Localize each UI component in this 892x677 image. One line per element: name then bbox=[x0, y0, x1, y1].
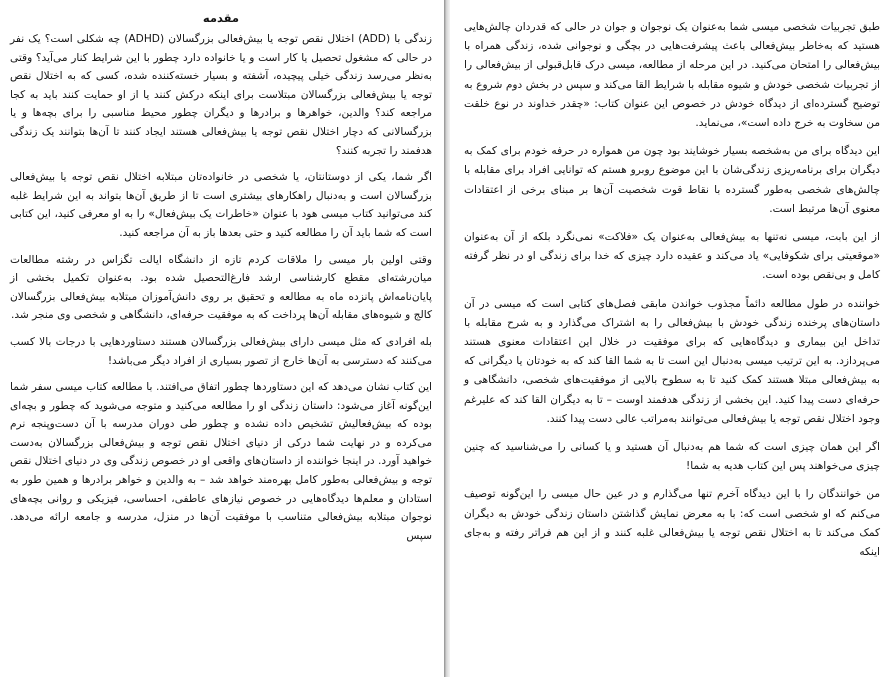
paragraph: وقتی اولین بار میسی را ملاقات کردم تازه از دانشگاه ایالت تگزاس در رشته مطالعات میان‌رشته‌ای مقطع کارشناسی ارشد فارغ‌التحصیل شده بود. به‌عنوان تکمیل بخشی از پایان‌نامه‌اش پانزده ماه به مطالعه و تحقیق بر روی دانش‌آموزان مبتلابه بیش‌فعالی بزرگسالان کالج و شیوه‌های مقابله آن‌ها پرداخت که به موفقیت حرفه‌ای، دانشگاهی و شخصی وی منجر شد. bbox=[10, 253, 432, 322]
paragraph: بله افرادی که مثل میسی دارای بیش‌فعالی بزرگسالان هستند دستاوردهایی با درجات بالا کسب می‌کنند که دسترسی به آن‌ها خارج از تصور بسیاری از افراد دیگر می‌باشد! bbox=[10, 335, 432, 367]
paragraph: این کتاب نشان می‌دهد که این دستاوردها چطور اتفاق می‌افتند. با مطالعه کتاب میسی سفر شما این‌گونه آغاز می‌شود: داستان زندگی او را مطالعه می‌کنید و متوجه می‌شوید که چطور و بچه‌ای بوده که بیش‌فعالیش تشخیص داده نشده و چطور طی دوران مدرسه با آن دست‌وپنجه نرم می‌کرده و در نهایت شما درکی از دنیای اختلال نقص توجه و بیش‌فعالی بزرگسالان به‌دست خواهید آورد. در اینجا خواننده از داستان‌های واقعی او در خصوص زندگی وی در دنیای اختلال نقص توجه و بیش‌فعالی به‌طور کامل بهره‌مند خواهد شد – به والدین و خواهر برادرها و همین طور به استادان و معلم‌ها دیدگاه‌هایی در خصوص نیازهای عاطفی، احساسی، فیزیکی و روانی بچه‌های نوجوان مبتلابه بیش‌فعالی متناسب با موفقیت آن‌ها در منزل، مدرسه و جامعه ارائه می‌دهد. سپس bbox=[10, 381, 432, 542]
paragraph: من خوانندگان را با این دیدگاه آخرم تنها می‌گذارم و در عین حال میسی را این‌گونه توصیف می‌کنم که او شخصی است که: با به معرض نمایش گذاشتن داستان زندگی خودش به دیگران کمک می‌کند تا به اختلال نقص توجه یا بیش‌فعالی غلبه کنند و از این هم فراتر رفته و به‌جای اینکه bbox=[464, 488, 880, 559]
paragraph: از این بابت، میسی نه‌تنها به بیش‌فعالی به‌عنوان یک «فلاکت» نمی‌نگرد بلکه از آن به‌عنوان «موقعیتی برای شکوفایی» یاد می‌کند و عقیده دارد چیزی که خدا برای زندگی او در نظر گرفته کامل و بی‌نقص بوده است. bbox=[464, 231, 880, 282]
left-page bbox=[0, 0, 444, 677]
paragraph: طبق تجربیات شخصی میسی شما به‌عنوان یک نوجوان و جوان در حالی که قدردان چالش‌هایی هستید که به‌خاطر بیش‌فعالی باعث پیشرفت‌هایی در بچگی و نوجوانی شده، زندگی همراه با بیش‌فعالی را امتحان می‌کنید. در این مرحله از مطالعه، میسی درک قابل‌قبولی از بیش‌فعالی را از تجربیات شخصی خودش و شیوه مقابله با شرایط القا می‌کند و سپس در بخش دوم شروع به توضیح گسترده‌ای از دیدگاه خودش در خصوص این عنوان کتاب: «چقدر خداوند در نوع خلقت من سخاوت به خرج داده است»، می‌نماید. bbox=[464, 21, 880, 130]
right-page bbox=[450, 0, 892, 677]
paragraph: اگر این همان چیزی است که شما هم به‌دنبال آن هستید و یا کسانی را می‌شناسید که چنین چیزی می‌خواهند پس این کتاب هدیه به شما! bbox=[464, 441, 880, 473]
paragraph: اگر شما، یکی از دوستانتان، یا شخصی در خانواده‌تان مبتلابه اختلال نقص توجه یا بیش‌فعالی بزرگسالان است و به‌دنبال راهکارهای بیشتری است تا از طریق آن‌ها بتواند به این شرایط غلبه کند می‌توانید کتاب میسی هود با عنوان «خاطرات یک بیش‌فعال» را به او معرفی کنید، این کتابی است که شما باید آن را مطالعه کنید و حتی بعدها باز به آن مراجعه کنید. bbox=[10, 171, 432, 239]
paragraph: زندگی با (ADD) اختلال نقص توجه یا بیش‌فعالی بزرگسالان (ADHD) چه شکلی است؟ یک نفر در حالی که مشغول تحصیل یا کار است و یا خانواده دارد چطور با این شرایط کنار می‌آید؟ وقتی به‌نظر می‌رسد زندگی خیلی پیچیده، آشفته و بسیار خسته‌کننده شده، کسی که به اختلال نقص توجه یا بیش‌فعالی بزرگسالان مبتلاست برای اینکه درکش کنند یا از او حمایت کنند باید به کجا مراجعه کند؟ والدین، خواهرها و برادرها و دیگران چطور محیط مناسبی را برای بچه‌ها و یا بزرگسالانی که دچار اختلال نقص توجه یا بیش‌فعالی هستند ایجاد کنند تا آن‌ها بتوانند یک زندگی هدفمند را تجربه کنند؟ bbox=[10, 33, 432, 157]
page-title: مقدمه bbox=[202, 11, 240, 25]
paragraph: این دیدگاه برای من به‌شخصه بسیار خوشایند بود چون من همواره در حرفه خودم برای کمک به دیگران برای برنامه‌ریزی زندگی‌شان با این موضوع روبرو هستم که توانایی افراد برای مقابله با چالش‌های شخصی به‌طور گسترده با نقاط قوت شخصیت آن‌ها بر مبنای برخی از اعتقادات معنوی آن‌ها مرتبط است. bbox=[464, 145, 880, 215]
paragraph: خواننده در طول مطالعه دائماً مجذوب خواندن مابقی فصل‌های کتابی است که میسی در آن داستان‌های پرخنده زندگی خودش با بیش‌فعالی را به اشتراک می‌گذارد و به شرح مقابله با تداخل این بیماری و دیدگاه‌هایی که برای موفقیت در خلال این اعتقادات معنوی هستند می‌پردازد. به این ترتیب میسی به‌دنبال این است تا به شما القا کند که به خودتان یا دیگرانی که به بیش‌فعالی مبتلا هستند کمک کنید تا به سطوح بالایی از موفقیت‌های شخصی، دانشگاهی و حرفه‌ای دست پیدا کنید. این بخشی از زندگی هدفمند اوست – تا به دیگران القا کند که علیرغم وجود اختلال نقص توجه یا بیش‌فعالی می‌توانند به‌مراتب عالی دست پیدا کنند. bbox=[464, 297, 880, 425]
